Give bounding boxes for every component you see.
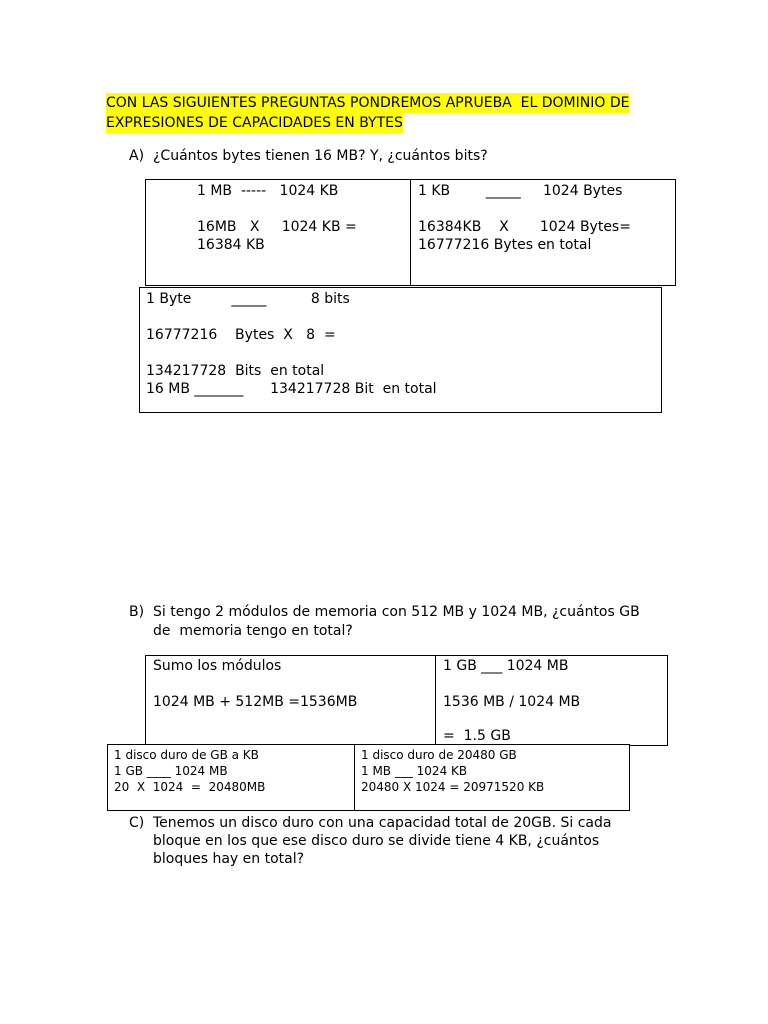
box1-left-line-3: 16384 KB: [197, 237, 265, 253]
heading-line-1: CON LAS SIGUIENTES PREGUNTAS PONDREMOS APRUEBA EL DOMINIO DE: [106, 95, 630, 111]
question-b-marker: B): [129, 604, 145, 620]
box4-right-line-3: 20480 X 1024 = 20971520 KB: [361, 780, 545, 794]
question-b-line-1: Si tengo 2 módulos de memoria con 512 MB y 1024 MB, ¿cuántos GB: [153, 604, 640, 620]
box3-right-line-1: 1 GB ___ 1024 MB: [443, 658, 569, 674]
question-a-marker: A): [129, 148, 145, 164]
box2-line-4: 16 MB _______ 134217728 Bit en total: [146, 381, 437, 397]
question-b-line-2: de memoria tengo en total?: [153, 623, 353, 639]
box3-right-line-3: = 1.5 GB: [443, 728, 511, 744]
question-c-line-3: bloques hay en total?: [153, 851, 305, 867]
box3-right-line-2: 1536 MB / 1024 MB: [443, 694, 581, 710]
question-a-text: ¿Cuántos bytes tienen 16 MB? Y, ¿cuántos bits?: [153, 148, 488, 164]
box4-left-line-2: 1 GB ____ 1024 MB: [114, 764, 228, 778]
box3-left-line-2: 1024 MB + 512MB =1536MB: [153, 694, 358, 710]
box4-left-line-1: 1 disco duro de GB a KB: [114, 748, 259, 762]
heading-line-2: EXPRESIONES DE CAPACIDADES EN BYTES: [106, 115, 403, 131]
box4-right-line-2: 1 MB ___ 1024 KB: [361, 764, 468, 778]
box4-left-line-3: 20 X 1024 = 20480MB: [114, 780, 266, 794]
box2-line-1: 1 Byte _____ 8 bits: [146, 291, 350, 307]
question-c-line-1: Tenemos un disco duro con una capacidad total de 20GB. Si cada: [153, 815, 612, 831]
box4-right-line-1: 1 disco duro de 20480 GB: [361, 748, 517, 762]
box1-left-line-2: 16MB X 1024 KB =: [197, 219, 357, 235]
question-c-marker: C): [129, 815, 145, 831]
box1-right-line-3: 16777216 Bytes en total: [418, 237, 592, 253]
box3-left-line-1: Sumo los módulos: [153, 658, 282, 674]
box1-right-line-1: 1 KB _____ 1024 Bytes: [418, 183, 623, 199]
box1-left-line-1: 1 MB ----- 1024 KB: [197, 183, 339, 199]
box2-line-2: 16777216 Bytes X 8 =: [146, 327, 336, 343]
box2-line-3: 134217728 Bits en total: [146, 363, 325, 379]
box1-right-line-2: 16384KB X 1024 Bytes=: [418, 219, 631, 235]
question-c-line-2: bloque en los que ese disco duro se divide tiene 4 KB, ¿cuántos: [153, 833, 600, 849]
